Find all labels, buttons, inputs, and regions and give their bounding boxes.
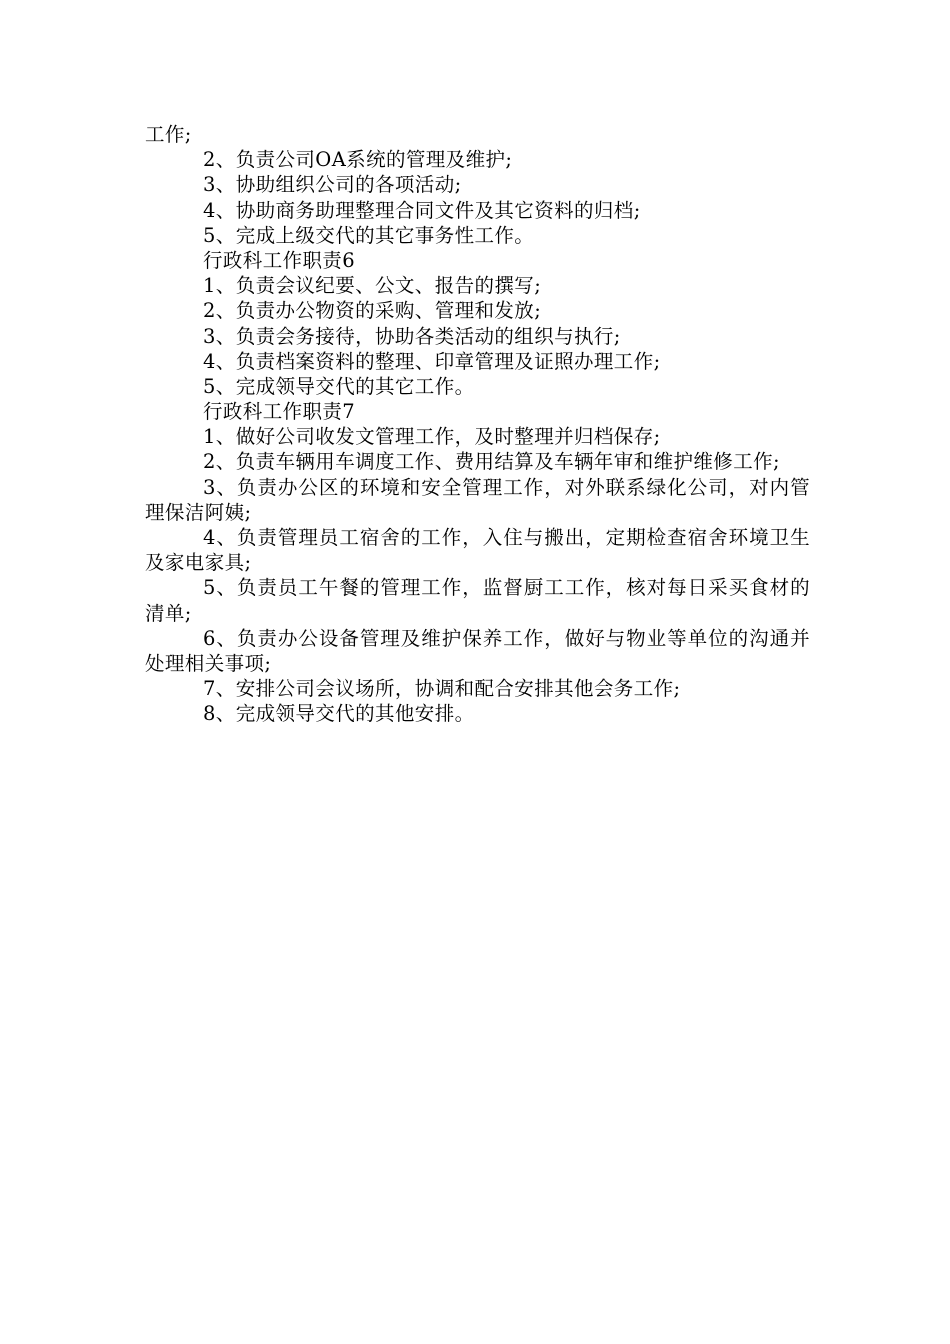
list-item: 4、负责档案资料的整理、印章管理及证照办理工作; bbox=[203, 349, 661, 373]
continuation-text: 工作; bbox=[145, 123, 192, 146]
list-item: 2、负责办公物资的采购、管理和发放; bbox=[203, 299, 542, 323]
list-item: 2、负责公司OA系统的管理及维护; bbox=[203, 148, 513, 172]
list-item: 3、负责会务接待，协助各类活动的组织与执行; bbox=[203, 324, 621, 348]
list-item: 5、完成上级交代的其它事务性工作。 bbox=[203, 223, 535, 247]
list-item: 5、完成领导交代的其它工作。 bbox=[203, 374, 475, 398]
document-body bbox=[145, 122, 810, 727]
list-item: 2、负责车辆用车调度工作、费用结算及车辆年审和维护维修工作; bbox=[203, 450, 780, 474]
list-item: 1、做好公司收发文管理工作，及时整理并归档保存; bbox=[203, 425, 661, 449]
list-item: 3、协助组织公司的各项活动; bbox=[203, 173, 462, 197]
list-item: 3、负责办公区的环境和安全管理工作，对外联系绿化公司，对内管理保洁阿姨; bbox=[145, 475, 810, 524]
list-item: 7、安排公司会议场所，协调和配合安排其他会务工作; bbox=[203, 677, 681, 701]
list-item: 6、负责办公设备管理及维护保养工作，做好与物业等单位的沟通并处理相关事项; bbox=[145, 626, 810, 676]
section-heading: 行政科工作职责7 bbox=[203, 400, 356, 424]
list-item: 8、完成领导交代的其他安排。 bbox=[203, 702, 475, 726]
list-item: 4、负责管理员工宿舍的工作，入住与搬出，定期检查宿舍环境卫生及家电家具; bbox=[145, 526, 810, 575]
section-heading: 行政科工作职责6 bbox=[203, 248, 356, 272]
list-item: 1、负责会议纪要、公文、报告的撰写; bbox=[203, 274, 542, 298]
list-item: 5、负责员工午餐的管理工作，监督厨工工作，核对每日采买食材的清单; bbox=[145, 576, 810, 625]
list-item: 4、协助商务助理整理合同文件及其它资料的归档; bbox=[203, 198, 641, 222]
